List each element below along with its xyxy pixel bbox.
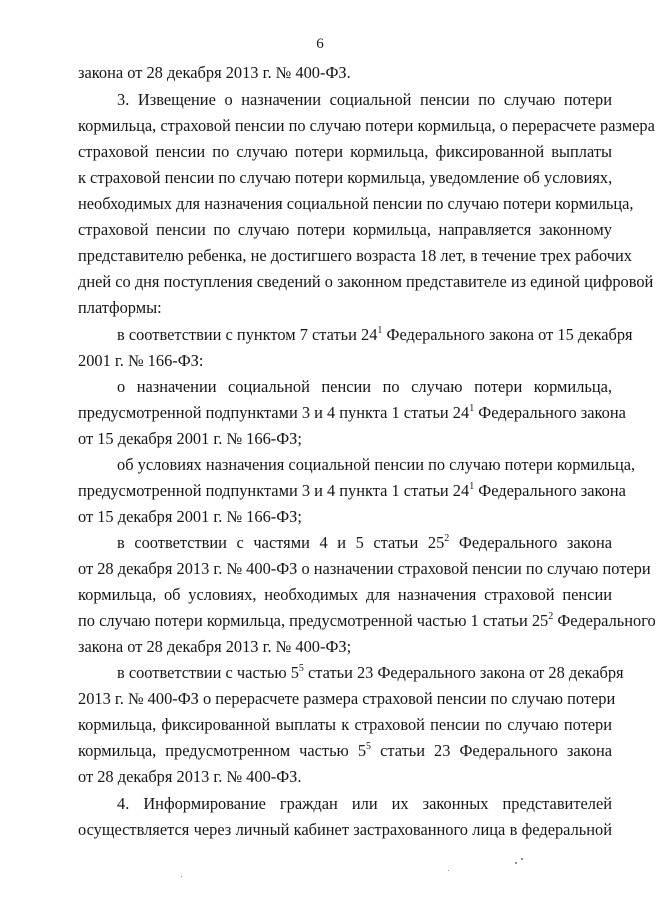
text-line: представителю ребенка, не достигшего возраста 18 лет, в течение трех рабочих bbox=[78, 246, 632, 265]
scan-speck bbox=[181, 876, 182, 877]
text-line: осуществляется через личный кабинет застрахованного лица в федеральной bbox=[78, 820, 612, 839]
text-line: в соответствии с частями 4 и 5 статьи $25^2$ Федерального закона bbox=[117, 532, 612, 552]
text-line: предусмотренной подпунктами 3 и 4 пункта 1 статьи $24^1$ Федерального закона bbox=[78, 480, 626, 500]
text-line: кормильца, предусмотренном частью $5^5$ статьи 23 Федерального закона bbox=[78, 740, 613, 760]
text-line: 2013 г. № 400-ФЗ о перерасчете размера страховой пенсии по случаю потери bbox=[78, 689, 616, 708]
text-line: об условиях назначения социальной пенсии по случаю потери кормильца, bbox=[117, 455, 636, 474]
text-line: страховой пенсии по случаю потери кормильца, направляется законному bbox=[78, 220, 612, 239]
text-line: от 15 декабря 2001 г. № 166-ФЗ; bbox=[78, 507, 302, 526]
text-line: кормильца, фиксированной выплаты к страховой пенсии по случаю потери bbox=[78, 715, 612, 734]
scan-speck bbox=[448, 870, 449, 871]
text-line: закона от 28 декабря 2013 г. № 400-ФЗ; bbox=[78, 637, 352, 656]
text-line: кормильца, об условиях, необходимых для назначения страховой пенсии bbox=[78, 585, 612, 604]
text-line: от 28 декабря 2013 г. № 400-ФЗ. bbox=[78, 767, 302, 786]
scan-speck bbox=[515, 862, 517, 864]
text-line: по случаю потери кормильца, предусмотренной частью 1 статьи $25^2$ Федерального bbox=[78, 610, 656, 630]
text-line: от 15 декабря 2001 г. № 166-ФЗ; bbox=[78, 429, 302, 448]
text-line: 3. Извещение о назначении социальной пенсии по случаю потери bbox=[117, 90, 612, 109]
text-line: 4. Информирование граждан или их законных представителей bbox=[117, 794, 612, 813]
text-line: дней со дня поступления сведений о законном представителе из единой цифровой bbox=[78, 272, 654, 291]
text-line: в соответствии с частью $5^5$ статьи 23 Федерального закона от 28 декабря bbox=[117, 662, 624, 682]
text-line: предусмотренной подпунктами 3 и 4 пункта 1 статьи $24^1$ Федерального закона bbox=[78, 402, 626, 422]
text-line: страховой пенсии по случаю потери кормильца, фиксированной выплаты bbox=[78, 142, 612, 161]
text-line: закона от 28 декабря 2013 г. № 400-ФЗ. bbox=[78, 63, 351, 82]
text-line: в соответствии с пунктом 7 статьи $24^1$ Федерального закона от 15 декабря bbox=[117, 324, 633, 344]
text-line: к страховой пенсии по случаю потери кормильца, уведомление об условиях, bbox=[78, 168, 613, 187]
text-line: о назначении социальной пенсии по случаю потери кормильца, bbox=[117, 377, 612, 396]
page-number: 6 bbox=[316, 36, 324, 52]
text-line: от 28 декабря 2013 г. № 400-ФЗ о назначении страховой пенсии по случаю потери bbox=[78, 559, 651, 578]
text-line: платформы: bbox=[78, 298, 162, 317]
text-line: 2001 г. № 166-ФЗ: bbox=[78, 351, 204, 370]
text-line: необходимых для назначения социальной пенсии по случаю потери кормильца, bbox=[78, 194, 634, 213]
text-line: кормильца, страховой пенсии по случаю потери кормильца, о перерасчете размера bbox=[78, 116, 655, 135]
scan-speck bbox=[521, 858, 523, 860]
